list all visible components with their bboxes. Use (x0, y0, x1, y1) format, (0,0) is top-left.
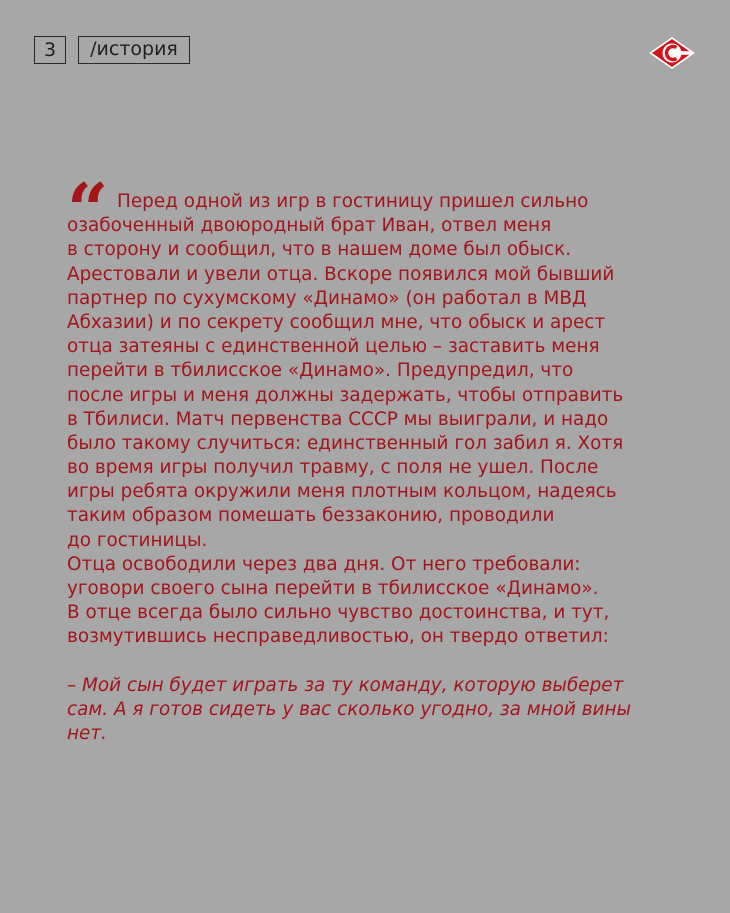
category-tag[interactable] (78, 36, 190, 64)
quote-italic-line: сам. А я готов сидеть у вас сколько угодно, за мной вины (67, 698, 632, 720)
quote-italic-line: нет. (67, 723, 107, 745)
quote-line: было такому случиться: единственный гол забил я. Хотя (67, 432, 624, 454)
category-label: /история (90, 37, 178, 60)
quote-line: Перед одной из игр в гостиницу пришел сильно (117, 191, 589, 212)
quote-line: таким образом помешать беззаконию, проводили (67, 505, 555, 527)
quote-line: Отца освободили через два дня. От него требовали: (67, 553, 581, 575)
quote-line: партнер по сухумскому «Динамо» (он работал в МВД (67, 287, 587, 309)
quote-line: игры ребята окружили меня плотным кольцом, надеясь (67, 481, 617, 503)
quote-line: уговори своего сына перейти в тбилисское «Динамо». (67, 578, 599, 599)
spartak-logo-icon (648, 36, 696, 70)
quote-line: в Тбилиси. Матч первенства СССР мы выиграли, и надо (67, 408, 609, 430)
quote-line: Арестовали и увели отца. Вскоре появился мой бывший (67, 263, 615, 285)
quote-line: до гостиницы. (67, 529, 208, 551)
quote-line: перейти в тбилисское «Динамо». Предупредил, что (67, 360, 574, 382)
quote-line: В отце всегда было сильно чувство достоинства, и тут, (67, 602, 610, 624)
paragraph-gap (67, 650, 697, 674)
quote-line: в сторону и сообщил, что в нашем доме был обыск. (67, 239, 572, 261)
quote-line: отца затеяны с единственной целью – заставить меня (67, 336, 600, 358)
quote-line: озабоченный двоюродный брат Иван, отвел меня (67, 215, 552, 237)
quote-line: во время игры получил травму, с поля не ушел. После (67, 457, 599, 479)
quote-line: после игры и меня должны задержать, чтобы отправить (67, 384, 624, 406)
quote-italic-line: – Мой сын будет играть за ту команду, которую выберет (67, 674, 624, 696)
quote-mark-icon: “ (67, 167, 103, 252)
page-number: 3 (43, 38, 57, 61)
quote-line: Абхазии) и по секрету сообщил мне, что обыск и арест (67, 311, 606, 333)
page-number-box (34, 36, 66, 64)
quote-line: возмутившись несправедливостью, он твердо ответил: (67, 626, 609, 648)
quote-text (67, 190, 697, 746)
